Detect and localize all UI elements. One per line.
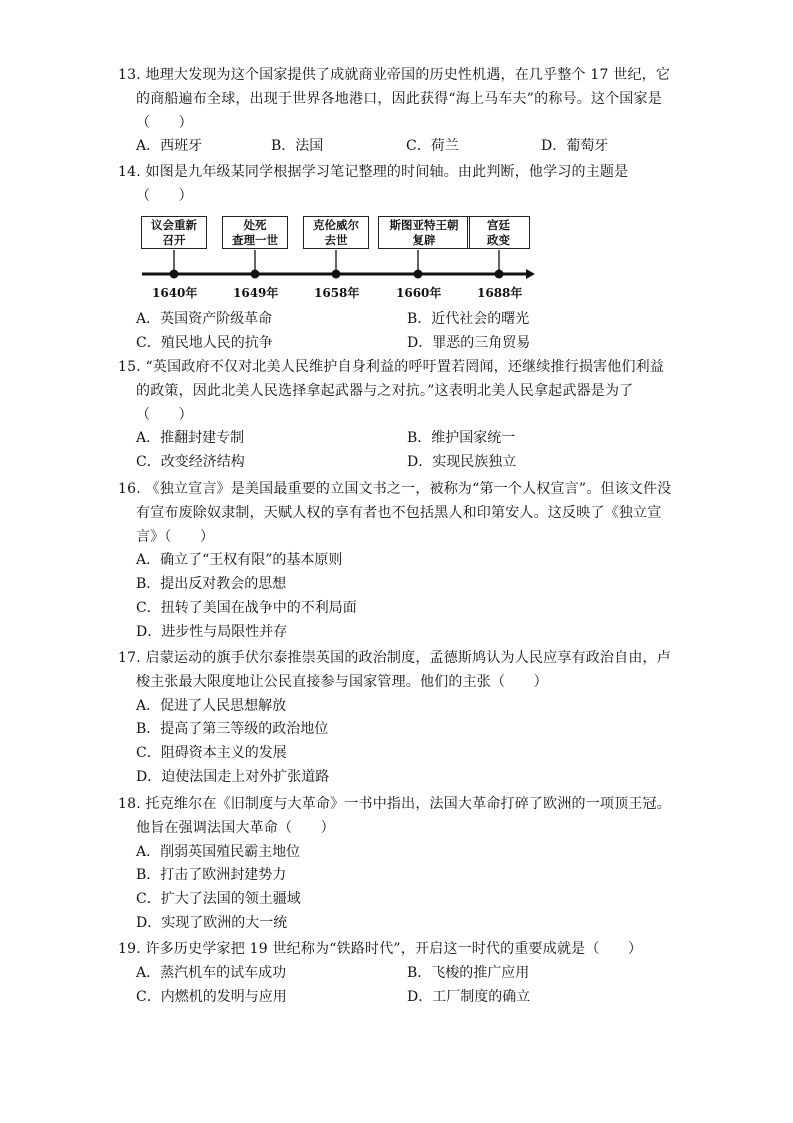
question-number: 15. <box>118 359 141 375</box>
options-row <box>118 332 678 356</box>
question-text: 托克维尔在《旧制度与大革命》一书中指出，法国大革命打碎了欧洲的一项顶王冠。他旨在强调法国大革命（ ） <box>136 796 671 836</box>
question-number: 19. <box>118 941 141 957</box>
question-stem <box>118 64 678 135</box>
option-b: B．提高了第三等级的政治地位 <box>136 721 329 738</box>
option-b: B．法国 <box>271 138 324 155</box>
option-c: C．荷兰 <box>406 138 459 155</box>
option-c: C．扩大了法国的领土疆域 <box>136 891 301 908</box>
option-b: B．打击了欧洲封建势力 <box>136 867 287 884</box>
option-b: B．飞梭的推广应用 <box>407 964 530 981</box>
question-stem <box>118 161 678 209</box>
options-row <box>118 427 678 451</box>
option-a: A．促进了人民思想解放 <box>136 697 287 714</box>
options-row <box>118 986 678 1010</box>
question-16 <box>118 478 678 645</box>
timeline-event-label: 处死 查理一世 <box>232 217 278 247</box>
question-stem <box>118 938 678 962</box>
question-17 <box>118 647 678 790</box>
option-d: D．进步性与局限性并存 <box>136 623 288 640</box>
option-a: A．英国资产阶级革命 <box>136 311 273 327</box>
timeline-event-label: 克伦威尔 去世 <box>313 217 359 247</box>
question-stem <box>118 647 678 695</box>
timeline-event-label: 斯图亚特王朝 复辟 <box>389 217 459 247</box>
option-c: C．阻碍资本主义的发展 <box>136 745 287 762</box>
option-b: B．维护国家统一 <box>407 430 516 447</box>
options-row <box>118 451 678 475</box>
question-15 <box>118 356 678 475</box>
option-c: C．内燃机的发明与应用 <box>136 988 287 1005</box>
question-number: 18. <box>118 796 141 812</box>
timeline-year: 1688年 <box>477 286 523 300</box>
timeline-figure <box>138 214 538 304</box>
question-text: 许多历史学家把 19 世纪称为“铁路时代”，开启这一时代的重要成就是（ ） <box>145 941 643 957</box>
option-d: D．工厂制度的确立 <box>407 988 531 1005</box>
timeline-dot <box>170 270 179 279</box>
timeline-year: 1640年 <box>152 286 198 300</box>
question-number: 16. <box>118 481 141 497</box>
question-number: 14. <box>118 164 141 180</box>
timeline-arrowhead <box>526 269 535 279</box>
question-stem <box>118 478 678 549</box>
option-c: C．扭转了美国在战争中的不利局面 <box>136 599 357 616</box>
option-d: D．实现了欧洲的大一统 <box>136 914 288 931</box>
timeline-event-label: 宫廷 政变 <box>487 217 510 247</box>
timeline-axis <box>138 214 538 284</box>
timeline-dot <box>414 270 423 279</box>
timeline-year: 1649年 <box>233 286 279 300</box>
option-a: A．蒸汽机车的试车成功 <box>136 964 287 981</box>
question-text: 如图是九年级某同学根据学习笔记整理的时间轴。由此判断，他学习的主题是（ ） <box>136 164 629 204</box>
option-a: A．西班牙 <box>136 138 203 155</box>
option-a: A．削弱英国殖民霸主地位 <box>136 843 301 860</box>
timeline-year: 1658年 <box>314 286 360 300</box>
option-a: A．确立了“王权有限”的基本原则 <box>136 552 343 569</box>
question-stem <box>118 356 678 427</box>
options-row <box>118 308 678 332</box>
timeline-dot <box>332 270 341 279</box>
option-d: D．葡萄牙 <box>541 138 609 155</box>
option-c: C．殖民地人民的抗争 <box>136 334 273 351</box>
option-d: D．迫使法国走上对外扩张道路 <box>136 768 330 785</box>
timeline-year: 1660年 <box>396 286 442 300</box>
option-a: A．推翻封建专制 <box>136 430 245 447</box>
question-14 <box>118 161 678 209</box>
question-18 <box>118 793 678 936</box>
options-row <box>118 962 678 986</box>
timeline-event-label: 议会重新 召开 <box>151 217 197 247</box>
question-number: 13. <box>118 67 141 83</box>
options-row <box>118 135 678 159</box>
timeline-dot <box>495 270 504 279</box>
option-c: C．改变经济结构 <box>136 454 245 471</box>
question-text: 《独立宣言》是美国最重要的立国文书之一，被称为“第一个人权宣言”。但该文件没有宣布废除奴隶制，天赋人权的享有者也不包括黑人和印第安人。这反映了《独立宣言》（ ） <box>136 481 672 545</box>
option-d: D．实现民族独立 <box>407 454 517 471</box>
timeline-dot <box>251 270 260 279</box>
question-text: “英国政府不仅对北美人民维护自身利益的呼吁置若罔闻，还继续推行损害他们利益的政策，因此北美人民选择拿起武器与之对抗。”这表明北美人民拿起武器是为了（ ） <box>136 359 665 423</box>
question-19 <box>118 938 678 1009</box>
option-b: B．近代社会的曙光 <box>407 311 530 327</box>
question-stem <box>118 793 678 841</box>
question-text: 地理大发现为这个国家提供了成就商业帝国的历史性机遇，在几乎整个 17 世纪，它的商船遍布全球，出现于世界各地港口，因此获得“海上马车夫”的称号。这个国家是（ ） <box>136 67 671 131</box>
option-d: D．罪恶的三角贸易 <box>407 334 531 351</box>
question-text: 启蒙运动的旗手伏尔泰推崇英国的政治制度，孟德斯鸠认为人民应享有政治自由，卢梭主张最大限度地让公民直接参与国家管理。他们的主张（ ） <box>136 650 671 690</box>
question-13 <box>118 64 678 159</box>
option-b: B．提出反对教会的思想 <box>136 576 287 593</box>
question-number: 17. <box>118 650 141 666</box>
question-14-options <box>118 308 678 356</box>
